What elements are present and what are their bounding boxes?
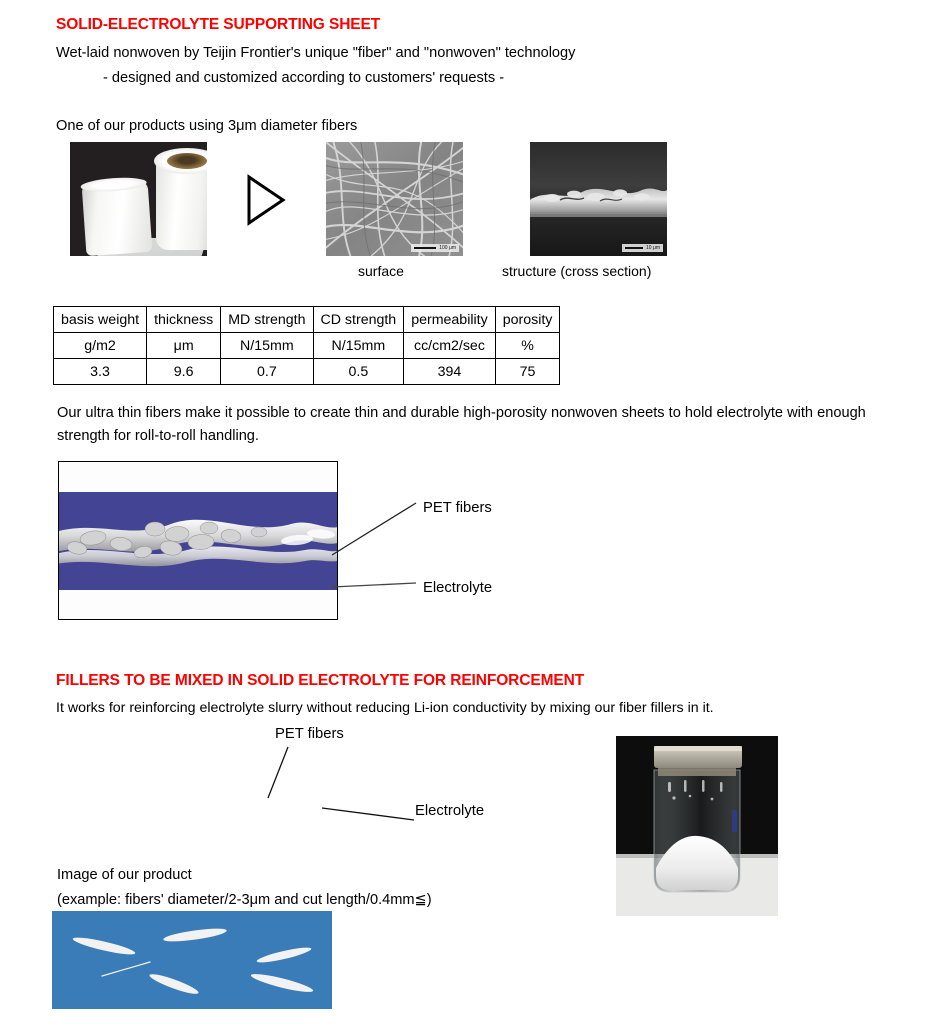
filler-leader-lines (246, 742, 426, 832)
filler-dispersion-diagram (52, 911, 332, 1009)
product-roll-photo (70, 142, 207, 256)
table-row-units (54, 333, 560, 359)
section-1-heading: SOLID-ELECTROLYTE SUPPORTING SHEET (56, 16, 381, 33)
product-image-caption-line-2: (example: fibers' diameter/2-3μm and cut length/0.4mm≦) (57, 892, 432, 908)
section-2-paragraph: It works for reinforcing electrolyte slurry without reducing Li-ion conductivity by mixing our fiber fillers in it. (56, 700, 714, 716)
spec-value-2: 0.7 (221, 359, 313, 385)
spec-header-1: thickness (147, 307, 221, 333)
spec-header-0: basis weight (54, 307, 147, 333)
sem-surface-scalebar (411, 244, 459, 252)
spec-unit-1: μm (147, 333, 221, 359)
section-1-paragraph: Our ultra thin fibers make it possible to create thin and durable high-porosity nonwoven sheets to hold electrolyte with enough strength for roll-to-roll handling. (57, 405, 866, 444)
section-1-subtitle-line-2: - designed and customized according to customers' requests - (103, 70, 505, 86)
spec-header-5: porosity (495, 307, 560, 333)
filler-label-pet-fibers: PET fibers (275, 726, 344, 742)
spec-unit-2: N/15mm (221, 333, 313, 359)
fiber-filler-jar-photo (616, 736, 778, 916)
section-2-heading: FILLERS TO BE MIXED IN SOLID ELECTROLYTE FOR REINFORCEMENT (56, 672, 585, 689)
spec-value-3: 0.5 (313, 359, 404, 385)
spec-table-wrapper (53, 306, 560, 385)
xsec-label-pet-fibers: PET fibers (423, 500, 492, 516)
caption-cross-section: structure (cross section) (502, 263, 652, 279)
caption-surface: surface (358, 263, 404, 279)
sem-cross-scalebar (622, 244, 663, 252)
table-row-values (54, 359, 560, 385)
scalebar-label: 100 μm (439, 245, 456, 251)
sem-surface-image (326, 142, 463, 256)
product-note: One of our products using 3μm diameter fibers (56, 118, 358, 134)
product-image-caption-line-1: Image of our product (57, 867, 192, 883)
nonwoven-roll-left (82, 180, 153, 256)
spec-unit-5: % (495, 333, 560, 359)
spec-unit-3: N/15mm (313, 333, 404, 359)
table-row-headers (54, 307, 560, 333)
spec-value-0: 3.3 (54, 359, 147, 385)
electrolyte-cross-section-diagram (58, 461, 338, 620)
xsec-label-electrolyte: Electrolyte (423, 580, 493, 596)
scalebar-label: 10 μm (646, 245, 660, 251)
nonwoven-roll-core (167, 153, 207, 169)
spec-header-3: CD strength (313, 307, 404, 333)
spec-value-1: 9.6 (147, 359, 221, 385)
spec-value-4: 394 (404, 359, 496, 385)
section-1-subtitle-line-1: Wet-laid nonwoven by Teijin Frontier's unique "fiber" and "nonwoven" technology (56, 45, 576, 61)
arrow-triangle-icon (246, 174, 286, 226)
spec-unit-4: cc/cm2/sec (404, 333, 496, 359)
spec-unit-0: g/m2 (54, 333, 147, 359)
filler-label-electrolyte: Electrolyte (415, 803, 485, 819)
spec-header-4: permeability (404, 307, 496, 333)
scalebar-line (414, 247, 436, 249)
spec-table (53, 306, 560, 385)
spec-header-2: MD strength (221, 307, 313, 333)
spec-value-5: 75 (495, 359, 560, 385)
sem-cross-section-image (530, 142, 667, 256)
scalebar-line (625, 247, 643, 249)
